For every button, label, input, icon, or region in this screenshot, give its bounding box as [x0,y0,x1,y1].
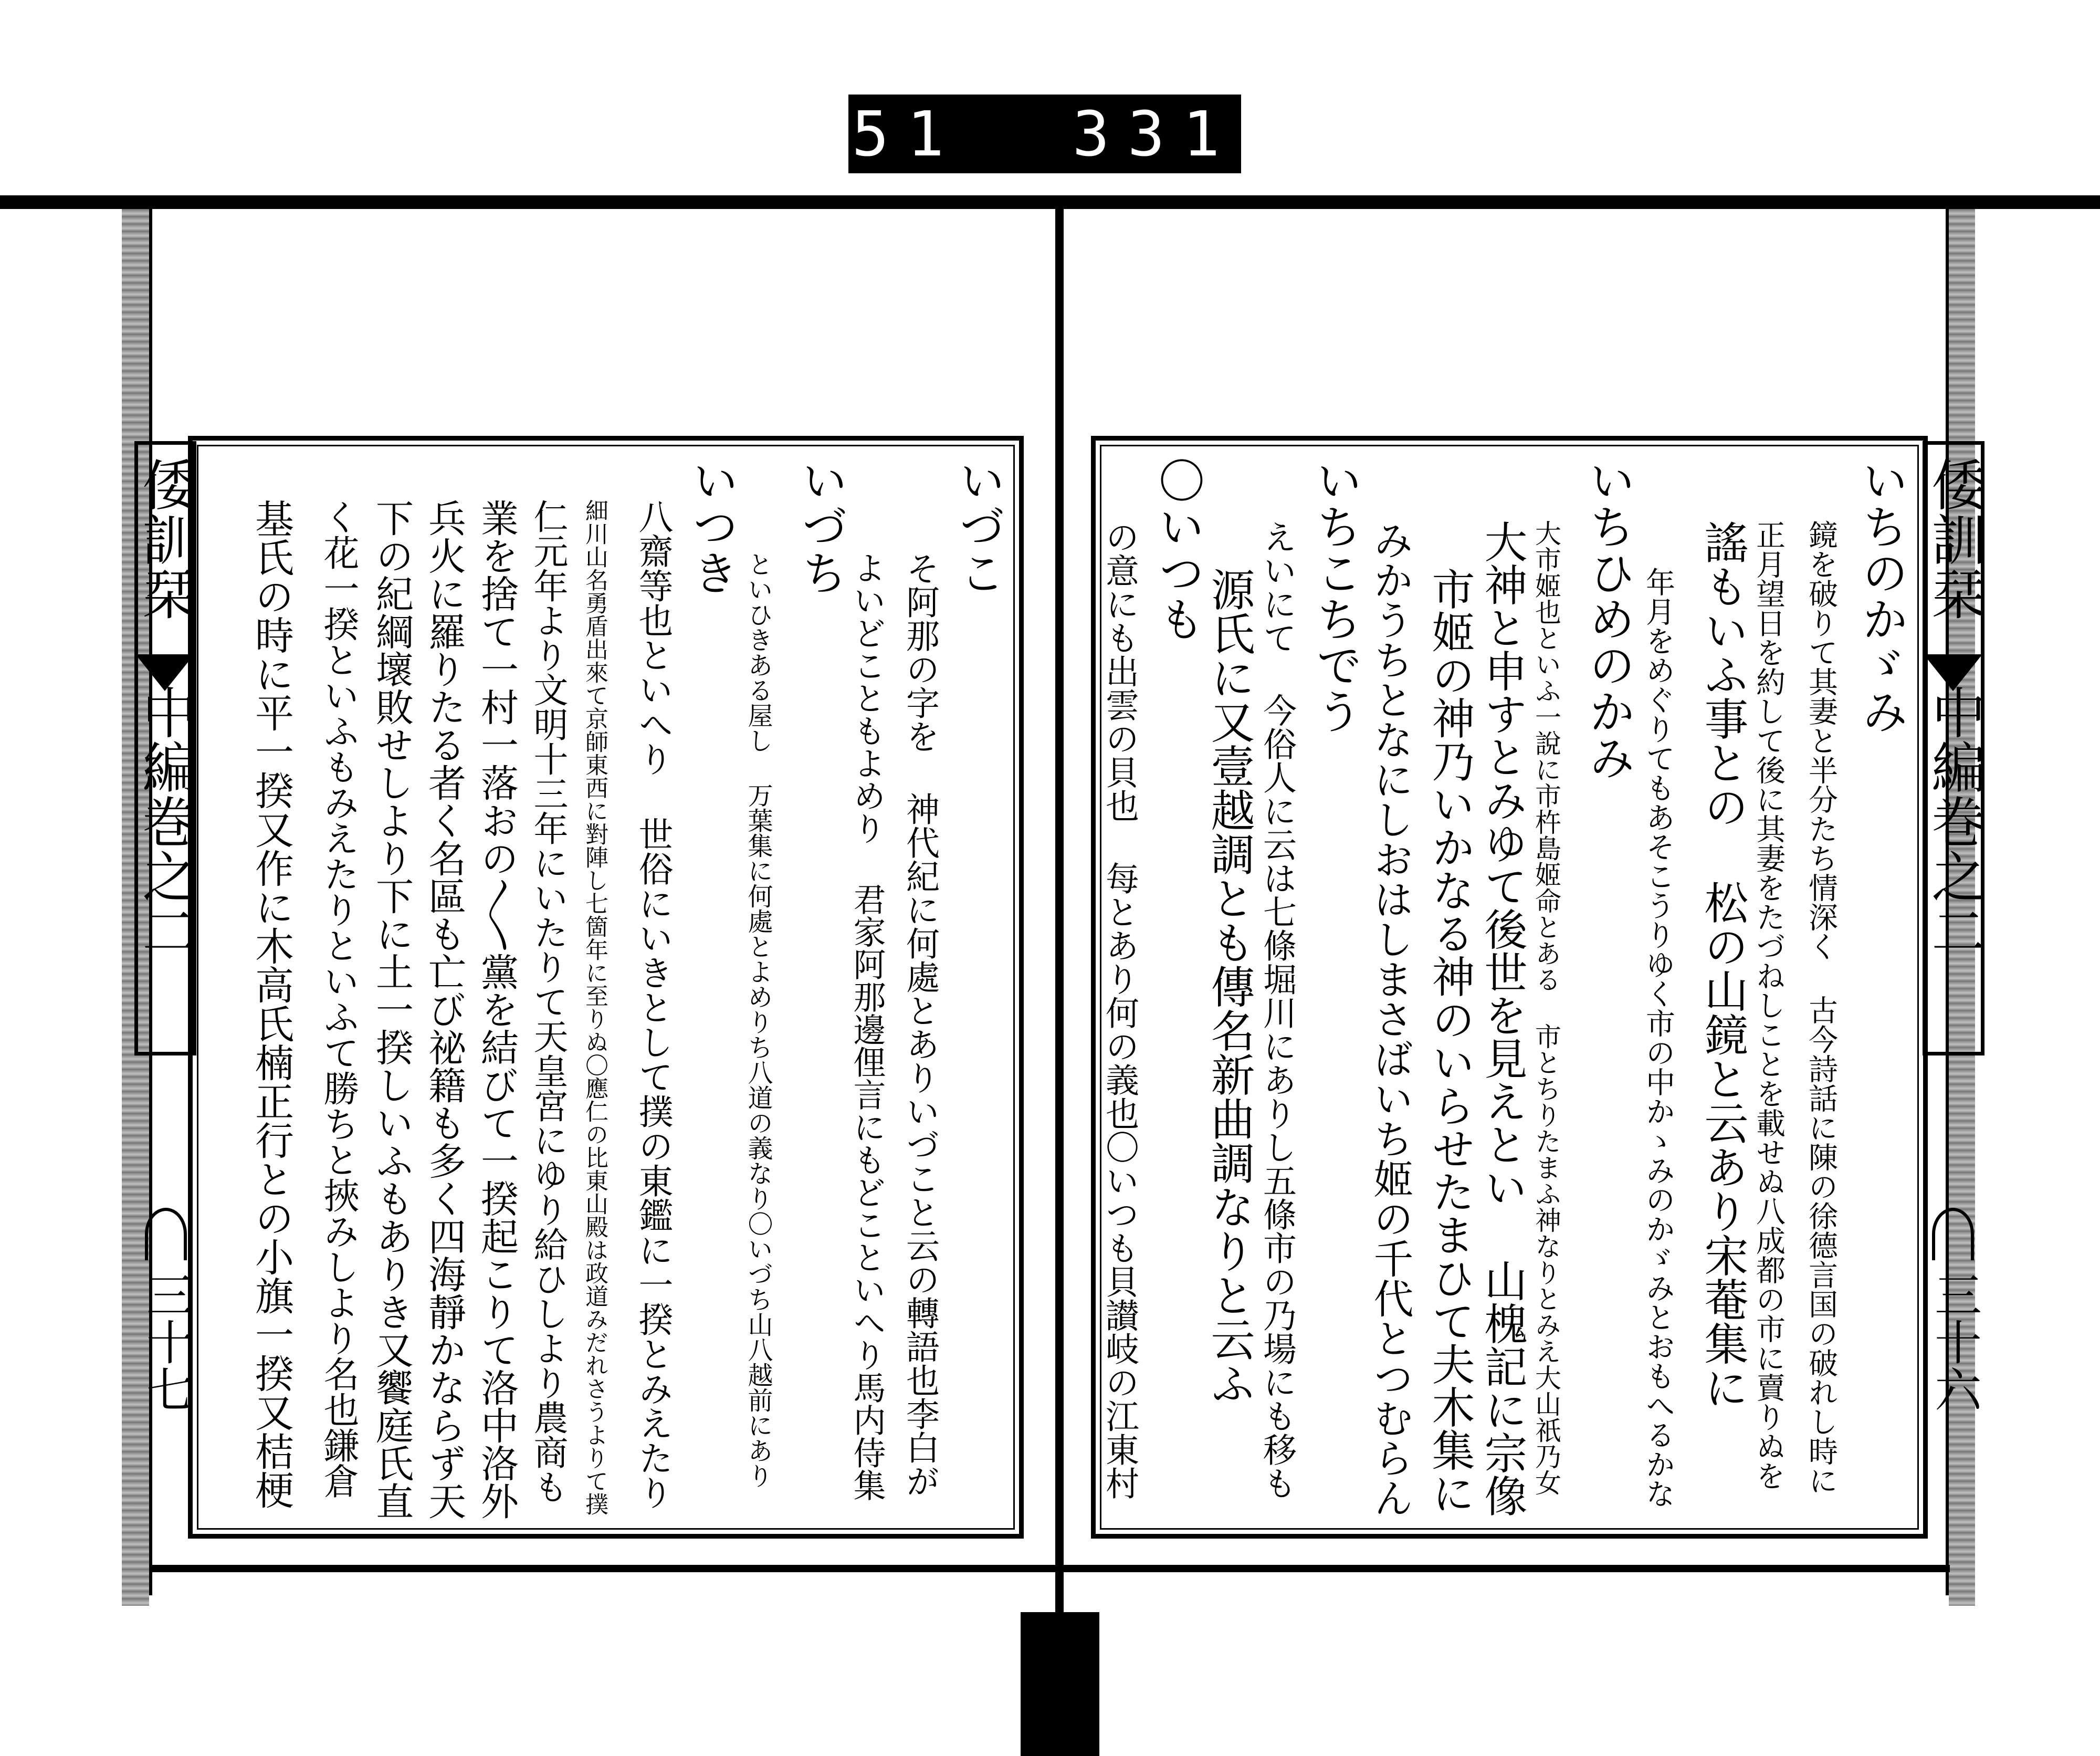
left-col-11: 兵火に羅りたる者く名區も亡び祕籍も多く四海靜かならず天 [422,499,466,1520]
right-col-4: 謠もいふ事との 松の山鏡と云あり宋菴集に [1697,520,1749,1409]
page-bottom-rule-left [149,1565,1057,1572]
right-col-9: 市姬の神乃いかなる神のいらせたまひて夫木集に [1425,567,1475,1514]
right-col-6: いちひめのかみ [1582,457,1636,780]
left-col-9: 仁元年より文明十三年にいたりて天皇宮にゆり給ひしより農商も [528,499,568,1504]
right-col-15: の意にも出雲の貝也 每とあり何の義也〇いつも貝讃岐の江東村 [1100,520,1139,1500]
right-col-10: みかうちとなにしおはしまさばいち姬の千代とつむらん [1367,520,1414,1518]
call-number-text: 551 331. [796,98,1293,170]
left-page-number: 三十七 [138,1271,193,1413]
left-col-12: 下の紀綱壞敗せしより下に土一揆しいふもありき又饗庭氏直 [370,499,414,1520]
right-col-3: 正月望日を約して後に其妻をたづねしことを載せぬ八成都の市に賣りぬを [1751,520,1786,1490]
book-spine-block [1021,1612,1099,1756]
left-col-2: そ阿那の字を 神代紀に何處とありいづこと云の轉語也李白が [900,551,939,1498]
right-col-2: 鏡を破りて其妻と半分たち情深く 古今詩話に陳の徐德言国の破れし時に [1804,520,1838,1495]
left-margin-notch [135,654,194,691]
left-fish-tail-mark [145,1208,187,1260]
left-col-4: いづち [794,457,848,595]
right-margin-title: 倭訓栞 中編巻之二 [1922,457,1986,958]
left-col-5: といひきある屋し 万葉集に何處とよめりち八道の義なり〇いづち山八越前にあり [743,551,773,1488]
right-fish-tail-mark [1932,1208,1974,1260]
right-col-14: 〇いつも [1151,457,1205,642]
call-number-label [796,95,1293,173]
page-bottom-rule-right [1063,1565,1950,1572]
right-col-11: いちこちでう [1309,457,1363,734]
left-col-1: いづこ [952,457,1006,595]
right-col-5: 年月をめぐりてもあそこうりゆく市の中かゝみのかゞみとおもへるかな [1641,567,1675,1508]
left-margin-title: 倭訓栞 中編巻之二 [133,457,197,958]
right-page-number: 三十六 [1926,1271,1981,1413]
right-col-1: いちのかゞみ [1855,457,1909,734]
right-col-8: 大神と申すとみゆて後世を見えとい 山槐記に宗像 [1477,520,1527,1517]
left-col-3: よいどこともよめり 君家阿那邊俚言にもどこといへり馬内侍集 [848,551,886,1501]
book-top-edge [0,195,2100,209]
right-col-12: えいにて 今俗人に云は七條堀川にありし五條市の乃場にも移も [1257,520,1296,1500]
left-col-8: 細川山名勇盾出來て京師東西に對陣し七箇年に至りぬ〇應仁の比東山殿は政道みだれさうよりて撲 [581,499,608,1515]
right-col-7: 大市姬也といふ一說に市杵島姬命とある 市とちりたまふ神なりとみえ大山祇乃女 [1531,520,1561,1496]
book-spine-line [1055,195,1064,1613]
left-col-13: く花一揆といふもみえたりといふて勝ちと挾みしより名也鎌倉 [318,499,359,1499]
right-col-13: 源氏に又壹越調とも傳名新曲調なりと云ふ [1204,567,1255,1405]
left-col-14: 基氏の時に平一揆又作に木高氏楠正行との小旗一揆又桔梗 [249,499,294,1509]
right-margin-notch [1924,654,1982,691]
left-col-10: 業を捨て一村一落おの〳〵黨を結びて一揆起こりて洛中洛外 [475,499,519,1520]
left-col-7: 八齋等也といへり 世俗にいきとして撲の東鑑に一揆とみえたり [633,499,673,1510]
left-col-6: いつき [685,457,739,595]
